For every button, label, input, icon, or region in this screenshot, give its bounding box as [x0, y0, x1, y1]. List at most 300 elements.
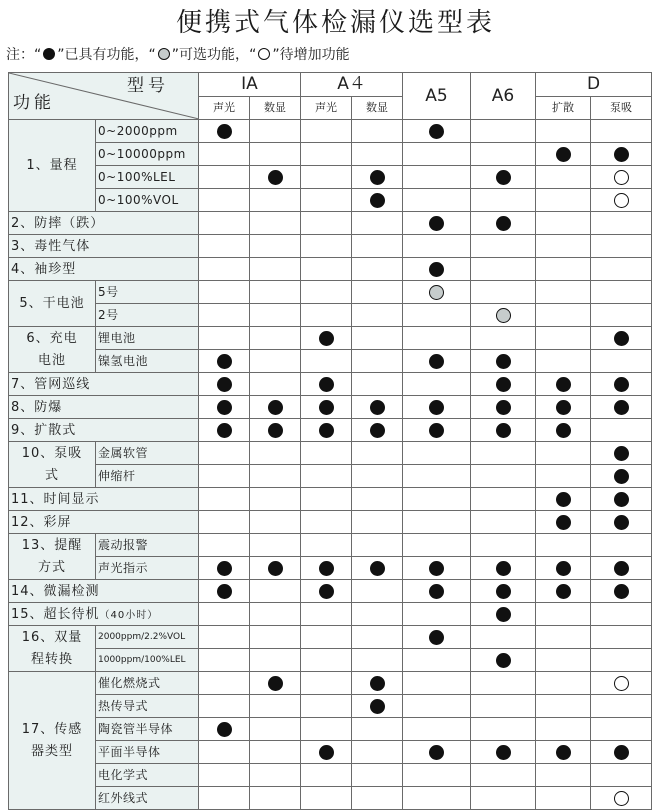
legend-optional-text: ”可选功能，: [171, 47, 250, 63]
filled-dot-icon: [614, 331, 629, 346]
function-label: 12、彩屏: [11, 514, 72, 530]
mark-cell: [352, 465, 403, 488]
mark-cell: [536, 166, 591, 189]
mark-cell: [536, 258, 591, 281]
model-header-D: D: [536, 73, 652, 97]
filled-dot-icon: [556, 377, 571, 392]
mark-cell: [591, 465, 652, 488]
mark-cell: [250, 258, 301, 281]
mark-cell: [301, 120, 352, 143]
mark-cell: [591, 419, 652, 442]
table-row: [9, 419, 652, 442]
mark-cell: [591, 166, 652, 189]
filled-dot-icon: [429, 354, 444, 369]
mark-cell: [591, 626, 652, 649]
mark-cell: [352, 534, 403, 557]
mark-cell: [352, 235, 403, 258]
mark-cell: [352, 649, 403, 672]
hollow-dot-icon: [614, 676, 629, 691]
mark-cell: [536, 120, 591, 143]
mark-cell: [536, 304, 591, 327]
function-label: 功能: [13, 93, 55, 113]
mark-cell: [471, 442, 536, 465]
mark-cell: [199, 672, 250, 695]
mark-cell: [591, 120, 652, 143]
mark-cell: [352, 189, 403, 212]
filled-dot-icon: [370, 676, 385, 691]
filled-dot-icon: [429, 561, 444, 576]
mark-cell: [403, 327, 471, 350]
table-row: [9, 212, 652, 235]
mark-cell: [591, 281, 652, 304]
mark-cell: [536, 557, 591, 580]
table-row: [9, 603, 652, 626]
mark-cell: [536, 580, 591, 603]
mark-cell: [250, 787, 301, 810]
filled-dot-icon: [556, 515, 571, 530]
mark-cell: [352, 166, 403, 189]
filled-dot-icon: [614, 492, 629, 507]
function-label: 10、泵吸: [21, 445, 83, 461]
function-label: 3、毒性气体: [11, 238, 91, 254]
filled-dot-icon: [556, 584, 571, 599]
model-header-A4: A４: [301, 73, 403, 97]
mark-cell: [591, 258, 652, 281]
mark-cell: [403, 396, 471, 419]
filled-dot-icon: [556, 561, 571, 576]
mark-cell: [301, 419, 352, 442]
sub-header: 扩散: [536, 96, 591, 120]
mark-cell: [471, 120, 536, 143]
mark-cell: [352, 373, 403, 396]
mark-cell: [403, 695, 471, 718]
sub-function-cell: 催化燃烧式: [96, 672, 199, 695]
filled-dot-icon: [217, 584, 232, 599]
mark-cell: [591, 649, 652, 672]
mark-cell: [301, 258, 352, 281]
mark-cell: [536, 649, 591, 672]
filled-dot-icon: [429, 262, 444, 277]
mark-cell: [471, 350, 536, 373]
table-row: [9, 327, 652, 350]
table-row: [9, 396, 652, 419]
mark-cell: [591, 350, 652, 373]
mark-cell: [591, 672, 652, 695]
mark-cell: [403, 419, 471, 442]
mark-cell: [250, 396, 301, 419]
function-label: 2、防摔（跌）: [11, 215, 105, 231]
mark-cell: [471, 534, 536, 557]
table-row: [9, 557, 652, 580]
mark-cell: [471, 419, 536, 442]
filled-dot-icon: [614, 147, 629, 162]
filled-dot-icon: [319, 423, 334, 438]
function-cell: [9, 327, 96, 373]
mark-cell: [250, 695, 301, 718]
mark-cell: [250, 649, 301, 672]
function-label: 电池: [37, 352, 66, 368]
table-row: [9, 304, 652, 327]
table-row: [9, 741, 652, 764]
filled-dot-icon: [217, 423, 232, 438]
mark-cell: [471, 166, 536, 189]
mark-cell: [301, 741, 352, 764]
mark-cell: [250, 281, 301, 304]
mark-cell: [536, 672, 591, 695]
mark-cell: [403, 465, 471, 488]
mark-cell: [199, 488, 250, 511]
function-label: 5、干电池: [19, 295, 85, 311]
sub-function-cell: 红外线式: [96, 787, 199, 810]
mark-cell: [301, 189, 352, 212]
mark-cell: [591, 511, 652, 534]
filled-dot-icon: [556, 400, 571, 415]
filled-dot-icon: [268, 423, 283, 438]
mark-cell: [536, 235, 591, 258]
filled-dot-icon: [370, 170, 385, 185]
sub-function-cell: 0~100%VOL: [96, 189, 199, 212]
mark-cell: [199, 350, 250, 373]
mark-cell: [403, 580, 471, 603]
mark-cell: [352, 419, 403, 442]
filled-dot-icon: [429, 423, 444, 438]
mark-cell: [301, 166, 352, 189]
sub-function-cell: 热传导式: [96, 695, 199, 718]
mark-cell: [199, 557, 250, 580]
mark-cell: [352, 281, 403, 304]
mark-cell: [403, 120, 471, 143]
mark-cell: [199, 189, 250, 212]
table-row: [9, 534, 652, 557]
filled-dot-icon: [217, 400, 232, 415]
sub-function-cell: 0~2000ppm: [96, 120, 199, 143]
table-row: [9, 695, 652, 718]
filled-dot-icon: [496, 216, 511, 231]
filled-dot-icon: [556, 492, 571, 507]
mark-cell: [403, 281, 471, 304]
mark-cell: [352, 442, 403, 465]
mark-cell: [250, 534, 301, 557]
filled-dot-icon: [496, 745, 511, 760]
function-cell: [9, 396, 199, 419]
table-body: [9, 120, 652, 810]
mark-cell: [591, 580, 652, 603]
function-cell: [9, 488, 199, 511]
filled-dot-icon: [496, 170, 511, 185]
mark-cell: [250, 488, 301, 511]
mark-cell: [591, 557, 652, 580]
table-row: [9, 764, 652, 787]
mark-cell: [199, 787, 250, 810]
mark-cell: [403, 626, 471, 649]
mark-cell: [403, 511, 471, 534]
mark-cell: [536, 511, 591, 534]
table-row: [9, 580, 652, 603]
function-label: 8、防爆: [11, 399, 63, 415]
mark-cell: [301, 787, 352, 810]
mark-cell: [403, 143, 471, 166]
mark-cell: [471, 626, 536, 649]
mark-cell: [471, 764, 536, 787]
filled-dot-icon: [614, 745, 629, 760]
mark-cell: [301, 396, 352, 419]
mark-cell: [403, 603, 471, 626]
mark-cell: [301, 695, 352, 718]
function-label: 器类型: [30, 743, 73, 759]
mark-cell: [199, 695, 250, 718]
table-row: [9, 189, 652, 212]
mark-cell: [250, 189, 301, 212]
filled-dot-icon: [614, 377, 629, 392]
mark-cell: [536, 787, 591, 810]
mark-cell: [352, 603, 403, 626]
model-header-A6: A6: [471, 73, 536, 120]
mark-cell: [403, 258, 471, 281]
mark-cell: [250, 143, 301, 166]
mark-cell: [352, 350, 403, 373]
mark-cell: [199, 580, 250, 603]
mark-cell: [471, 672, 536, 695]
filled-dot-icon: [319, 584, 334, 599]
mark-cell: [536, 534, 591, 557]
mark-cell: [199, 511, 250, 534]
mark-cell: [250, 672, 301, 695]
sub-function-cell: 平面半导体: [96, 741, 199, 764]
table-row: [9, 281, 652, 304]
function-cell: [9, 534, 96, 580]
sub-function-cell: 陶瓷管半导体: [96, 718, 199, 741]
mark-cell: [403, 235, 471, 258]
mark-cell: [199, 166, 250, 189]
mark-cell: [403, 764, 471, 787]
mark-cell: [301, 626, 352, 649]
mark-cell: [591, 787, 652, 810]
filled-dot-icon: [370, 400, 385, 415]
filled-dot-icon: [556, 745, 571, 760]
mark-cell: [403, 557, 471, 580]
mark-cell: [199, 281, 250, 304]
mark-cell: [471, 603, 536, 626]
mark-cell: [301, 442, 352, 465]
hollow-dot-icon: [614, 193, 629, 208]
mark-cell: [591, 304, 652, 327]
mark-cell: [199, 741, 250, 764]
mark-cell: [352, 741, 403, 764]
mark-cell: [591, 603, 652, 626]
filled-dot-icon: [496, 400, 511, 415]
table-row: [9, 787, 652, 810]
hollow-dot-icon: [614, 791, 629, 806]
sub-function-cell: 电化学式: [96, 764, 199, 787]
mark-cell: [403, 350, 471, 373]
mark-cell: [471, 557, 536, 580]
mark-cell: [591, 695, 652, 718]
sub-header: 数显: [352, 96, 403, 120]
sub-function-cell: 0~10000ppm: [96, 143, 199, 166]
mark-cell: [301, 580, 352, 603]
function-cell: [9, 212, 199, 235]
function-cell: [9, 511, 199, 534]
table-row: [9, 488, 652, 511]
mark-cell: [403, 534, 471, 557]
mark-cell: [301, 465, 352, 488]
mark-cell: [536, 373, 591, 396]
mark-cell: [536, 465, 591, 488]
mark-cell: [199, 649, 250, 672]
mark-cell: [591, 189, 652, 212]
filled-dot-icon: [429, 400, 444, 415]
filled-dot-icon: [217, 722, 232, 737]
mark-cell: [352, 488, 403, 511]
mark-cell: [352, 258, 403, 281]
table-row: [9, 166, 652, 189]
mark-cell: [536, 419, 591, 442]
filled-dot-icon: [268, 170, 283, 185]
mark-cell: [250, 373, 301, 396]
filled-dot-icon: [370, 699, 385, 714]
mark-cell: [471, 396, 536, 419]
function-cell: [9, 603, 199, 626]
mark-cell: [199, 373, 250, 396]
mark-cell: [536, 442, 591, 465]
mark-cell: [199, 120, 250, 143]
mark-cell: [301, 511, 352, 534]
filled-dot-icon: [496, 561, 511, 576]
mark-cell: [471, 511, 536, 534]
function-cell: [9, 442, 96, 488]
mark-cell: [471, 373, 536, 396]
filled-dot-icon: [43, 48, 55, 60]
mark-cell: [301, 304, 352, 327]
mark-cell: [250, 764, 301, 787]
mark-cell: [403, 189, 471, 212]
table-row: [9, 511, 652, 534]
function-label: 4、袖珍型: [11, 261, 77, 277]
function-label: 17、传感: [21, 721, 83, 737]
selection-table: [8, 72, 652, 810]
sub-function-cell: 2000ppm/2.2%VOL: [96, 626, 199, 649]
mark-cell: [250, 442, 301, 465]
mark-cell: [471, 212, 536, 235]
filled-dot-icon: [614, 584, 629, 599]
mark-cell: [250, 465, 301, 488]
function-label: 1、量程: [26, 157, 78, 173]
mark-cell: [403, 718, 471, 741]
legend-quote-open: “: [148, 47, 156, 63]
mark-cell: [250, 235, 301, 258]
mark-cell: [591, 488, 652, 511]
sub-function-cell: 震动报警: [96, 534, 199, 557]
filled-dot-icon: [614, 469, 629, 484]
mark-cell: [352, 695, 403, 718]
filled-dot-icon: [217, 354, 232, 369]
function-cell: [9, 580, 199, 603]
function-label: 11、时间显示: [11, 491, 100, 507]
mark-cell: [403, 442, 471, 465]
mark-cell: [471, 695, 536, 718]
function-label: 程转换: [30, 651, 73, 667]
function-cell: [9, 373, 199, 396]
mark-cell: [199, 212, 250, 235]
mark-cell: [199, 235, 250, 258]
mark-cell: [471, 465, 536, 488]
mark-cell: [199, 465, 250, 488]
mark-cell: [591, 718, 652, 741]
mark-cell: [403, 166, 471, 189]
mark-cell: [536, 212, 591, 235]
table-row: [9, 442, 652, 465]
mark-cell: [199, 419, 250, 442]
mark-cell: [352, 626, 403, 649]
mark-cell: [536, 603, 591, 626]
mark-cell: [403, 787, 471, 810]
mark-cell: [301, 327, 352, 350]
function-label: 9、扩散式: [11, 422, 77, 438]
mark-cell: [352, 212, 403, 235]
filled-dot-icon: [429, 630, 444, 645]
filled-dot-icon: [319, 561, 334, 576]
function-cell: [9, 235, 199, 258]
filled-dot-icon: [217, 377, 232, 392]
mark-cell: [199, 718, 250, 741]
mark-cell: [536, 189, 591, 212]
mark-cell: [301, 534, 352, 557]
model-header-IA: IA: [199, 73, 301, 97]
mark-cell: [301, 649, 352, 672]
filled-dot-icon: [614, 400, 629, 415]
filled-dot-icon: [319, 377, 334, 392]
mark-cell: [471, 327, 536, 350]
function-cell: [9, 626, 96, 672]
filled-dot-icon: [614, 515, 629, 530]
function-label: 14、微漏检测: [11, 583, 100, 599]
filled-dot-icon: [556, 147, 571, 162]
function-label: 13、提醒: [21, 537, 83, 553]
model-label: 型号: [127, 76, 169, 96]
mark-cell: [301, 350, 352, 373]
mark-cell: [591, 235, 652, 258]
function-label: 16、双量: [21, 629, 83, 645]
hollow-dot-icon: [258, 48, 270, 60]
mark-cell: [250, 603, 301, 626]
mark-cell: [536, 281, 591, 304]
mark-cell: [352, 304, 403, 327]
filled-dot-icon: [370, 423, 385, 438]
mark-cell: [301, 143, 352, 166]
mark-cell: [250, 166, 301, 189]
mark-cell: [250, 580, 301, 603]
mark-cell: [403, 741, 471, 764]
filled-dot-icon: [217, 124, 232, 139]
table-row: [9, 718, 652, 741]
mark-cell: [352, 718, 403, 741]
filled-dot-icon: [614, 446, 629, 461]
mark-cell: [536, 143, 591, 166]
filled-dot-icon: [370, 561, 385, 576]
sub-function-cell: 2号: [96, 304, 199, 327]
mark-cell: [352, 580, 403, 603]
legend-full-text: ”已具有功能，: [57, 47, 149, 63]
table-row: [9, 143, 652, 166]
table-row: [9, 672, 652, 695]
filled-dot-icon: [268, 676, 283, 691]
mark-cell: [536, 718, 591, 741]
legend-quote-open: “: [249, 47, 257, 63]
filled-dot-icon: [268, 400, 283, 415]
mark-cell: [352, 764, 403, 787]
mark-cell: [199, 396, 250, 419]
mark-cell: [536, 327, 591, 350]
